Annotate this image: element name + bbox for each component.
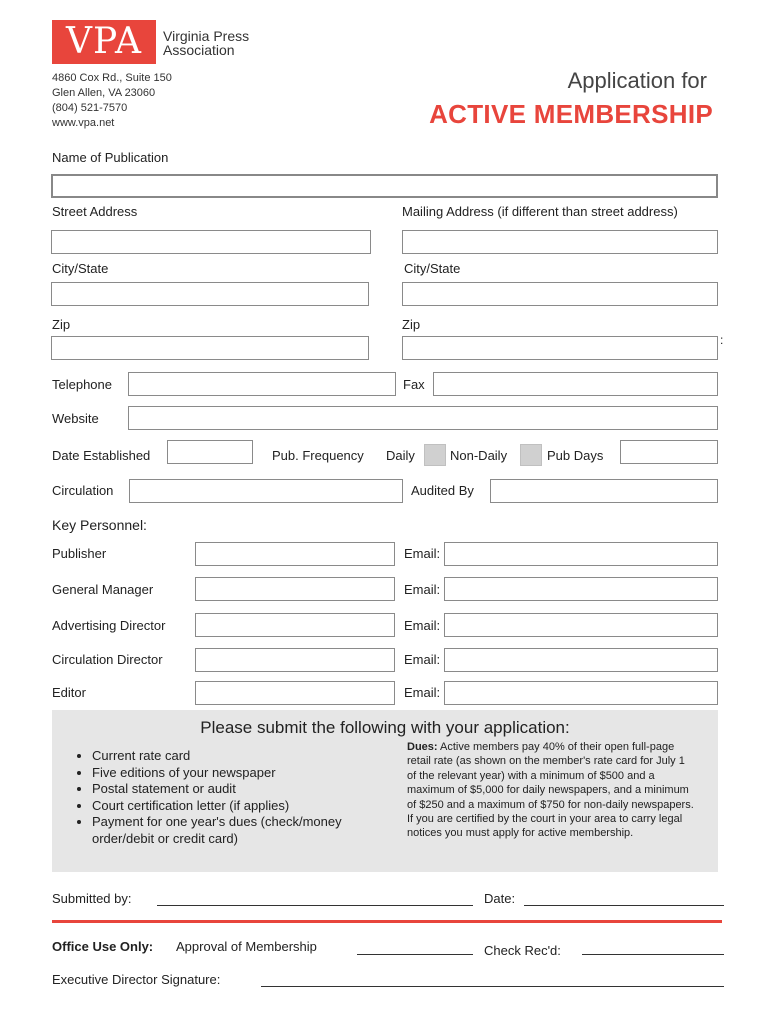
list-item: • Postal statement or audit — [92, 781, 362, 798]
check-recd-label: Check Rec'd: — [484, 943, 561, 958]
date-established-input[interactable] — [167, 440, 253, 464]
general-manager-input[interactable] — [195, 577, 395, 601]
mailing-address-label: Mailing Address (if different than street address) — [402, 204, 678, 219]
circulation-director-email-input[interactable] — [444, 648, 718, 672]
submission-panel-title: Please submit the following with your application: — [200, 718, 570, 737]
org-address — [52, 71, 172, 131]
audited-by-input[interactable] — [490, 479, 718, 503]
telephone-label: Telephone — [52, 377, 112, 392]
daily-checkbox[interactable] — [424, 444, 446, 466]
date-line[interactable] — [524, 905, 724, 906]
non-daily-checkbox[interactable] — [520, 444, 542, 466]
mailing-zip-label: Zip — [402, 317, 421, 332]
street-address-input[interactable] — [51, 230, 371, 254]
requirements-list — [72, 748, 362, 847]
advertising-director-input[interactable] — [195, 613, 395, 637]
exec-signature-line[interactable] — [261, 986, 724, 987]
pub-frequency-label: Pub. Frequency — [272, 448, 364, 463]
divider — [52, 920, 722, 923]
telephone-input[interactable] — [128, 372, 396, 396]
circulation-label: Circulation — [52, 483, 114, 498]
date-established-label: Date Established — [52, 448, 151, 463]
advertising-director-label: Advertising Director — [52, 618, 166, 633]
publisher-email-input[interactable] — [444, 542, 718, 566]
name-of-publication-input[interactable] — [51, 174, 718, 198]
office-use-only-label: Office Use Only: — [52, 939, 154, 954]
website-input[interactable] — [128, 406, 718, 430]
daily-label: Daily — [386, 448, 415, 463]
circulation-input[interactable] — [129, 479, 403, 503]
org-name — [163, 29, 249, 57]
dues-note — [407, 740, 697, 841]
publisher-email-label: Email: — [404, 546, 441, 561]
submitted-by-label: Submitted by: — [52, 891, 132, 906]
dues-text: Active members pay 40% of their open full-page retail rate (as shown on the member's rate card for July 1 of the relevant year) with a minimum of $500 and a maximum of $5,000 for daily newspapers, and a minimum of $250 and a maximum of $750 for non-daily newspapers. If you are certified by the court in your area to carry legal notices you must apply for active membership. — [407, 741, 694, 840]
city-state-label: City/State — [52, 261, 109, 276]
pub-days-input[interactable] — [620, 440, 718, 464]
key-personnel-heading: Key Personnel: — [52, 517, 147, 533]
pub-days-label: Pub Days — [547, 448, 604, 463]
vpa-logo: VPA — [52, 20, 156, 64]
general-manager-label: General Manager — [52, 582, 154, 597]
list-item: • Five editions of your newspaper — [92, 765, 362, 782]
org-name-line2: Association — [163, 42, 235, 58]
fax-label: Fax — [403, 377, 425, 392]
advertising-director-email-input[interactable] — [444, 613, 718, 637]
date-label: Date: — [484, 891, 516, 906]
address-line1: 4860 Cox Rd., Suite 150 — [52, 72, 172, 84]
org-website: www.vpa.net — [52, 117, 115, 129]
list-item: • Current rate card — [92, 748, 362, 765]
check-recd-line[interactable] — [582, 954, 724, 955]
circulation-director-label: Circulation Director — [52, 652, 163, 667]
list-item: • Payment for one year's dues (check/money order/debit or credit card) — [92, 814, 362, 847]
editor-label: Editor — [52, 685, 86, 700]
circulation-director-email-label: Email: — [404, 652, 441, 667]
audited-by-label: Audited By — [411, 483, 474, 498]
circulation-director-input[interactable] — [195, 648, 395, 672]
title-line1: Application for — [567, 68, 707, 93]
org-name-line1: Virginia Press — [163, 28, 250, 44]
street-address-label: Street Address — [52, 204, 138, 219]
submitted-by-line[interactable] — [157, 905, 473, 906]
dues-label: Dues: — [407, 741, 438, 753]
city-state-input[interactable] — [51, 282, 369, 306]
editor-input[interactable] — [195, 681, 395, 705]
editor-email-input[interactable] — [444, 681, 718, 705]
mailing-city-state-label: City/State — [404, 261, 461, 276]
publisher-label: Publisher — [52, 546, 107, 561]
advertising-director-email-label: Email: — [404, 618, 441, 633]
stray-colon: : — [720, 333, 724, 347]
publisher-input[interactable] — [195, 542, 395, 566]
fax-input[interactable] — [433, 372, 718, 396]
page-title: ACTIVE MEMBERSHIP — [429, 99, 713, 129]
mailing-address-input[interactable] — [402, 230, 718, 254]
approval-line[interactable] — [357, 954, 473, 955]
list-item: • Court certification letter (if applies) — [92, 798, 362, 815]
approval-label: Approval of Membership — [176, 939, 317, 954]
mailing-city-state-input[interactable] — [402, 282, 718, 306]
exec-signature-label: Executive Director Signature: — [52, 972, 221, 987]
address-line2: Glen Allen, VA 23060 — [52, 87, 156, 99]
editor-email-label: Email: — [404, 685, 441, 700]
general-manager-email-label: Email: — [404, 582, 441, 597]
non-daily-label: Non-Daily — [450, 448, 508, 463]
submission-panel — [52, 710, 718, 872]
zip-label: Zip — [52, 317, 71, 332]
website-label: Website — [52, 411, 99, 426]
name-of-publication-label: Name of Publication — [52, 150, 169, 165]
mailing-zip-input[interactable] — [402, 336, 718, 360]
org-phone: (804) 521-7570 — [52, 102, 128, 114]
zip-input[interactable] — [51, 336, 369, 360]
general-manager-email-input[interactable] — [444, 577, 718, 601]
